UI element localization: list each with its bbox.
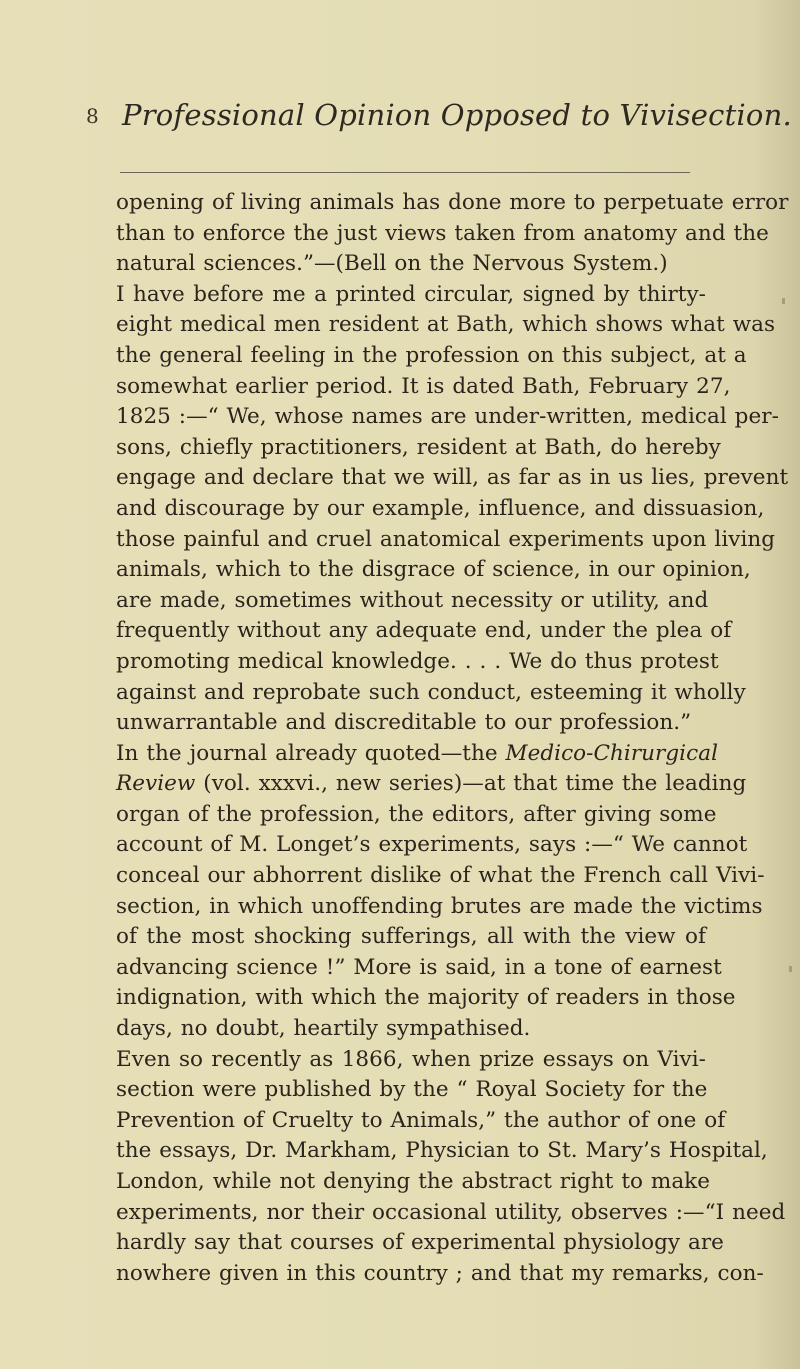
body-text: [116, 188, 789, 1289]
text-line: Even so recently as 1866, when prize essays on Vivi-: [116, 1046, 706, 1072]
text-line: of the most shocking sufferings, all with the view of: [116, 924, 706, 950]
text-line: the essays, Dr. Markham, Physician to St. Mary’s Hospital,: [116, 1138, 768, 1164]
running-title: Professional Opinion Opposed to Vivisection.: [122, 98, 792, 132]
text-line: opening of living animals has done more to perpetuate error: [116, 190, 789, 215]
text-line: animals, which to the disgrace of science, in our opinion,: [116, 557, 751, 583]
text-line: London, while not denying the abstract right to make: [116, 1169, 711, 1194]
text-line: account of M. Longet’s experiments, says :—“ We cannot: [116, 832, 748, 858]
page-speck: [789, 966, 792, 972]
text-line: days, no doubt, heartily sympathised.: [116, 1016, 531, 1042]
text-line: the general feeling in the profession on this subject, at a: [116, 342, 747, 368]
text-line: engage and declare that we will, as far as in us lies, prevent: [116, 465, 789, 491]
text-line: than to enforce the just views taken from anatomy and the: [116, 220, 769, 246]
page-number: 8: [86, 104, 99, 128]
text-line: experiments, nor their occasional utility, observes :—“I need: [116, 1199, 786, 1225]
text-line-segment: (vol. xxxvi., new series)—at that time the leading: [195, 771, 747, 797]
journal-title-italic: Medico-Chirurgical: [505, 740, 718, 766]
journal-title-italic: Review: [116, 771, 196, 797]
text-line: conceal our abhorrent dislike of what the French call Vivi-: [116, 863, 765, 889]
text-line: those painful and cruel anatomical experiments upon living: [116, 526, 776, 552]
text-line: unwarrantable and discreditable to our profession.”: [116, 710, 692, 736]
page-header: [0, 98, 800, 138]
text-line: 1825 :—“ We, whose names are under-written, medical per-: [116, 404, 779, 430]
text-line: hardly say that courses of experimental physiology are: [116, 1230, 724, 1256]
text-line: nowhere given in this country ; and that my remarks, con-: [116, 1260, 764, 1286]
text-line-with-italic: [116, 769, 747, 800]
text-line: indignation, with which the majority of readers in those: [116, 985, 736, 1011]
text-line: section, in which unoffending brutes are made the victims: [116, 893, 763, 919]
text-line: I have before me a printed circular, signed by thirty-: [116, 281, 706, 307]
text-line: section were published by the “ Royal Society for the: [116, 1077, 708, 1103]
text-line: organ of the profession, the editors, after giving some: [116, 801, 717, 827]
text-line-segment: In the journal already quoted—the: [116, 740, 506, 766]
text-line: eight medical men resident at Bath, which shows what was: [116, 312, 776, 338]
text-line: Prevention of Cruelty to Animals,” the author of one of: [116, 1107, 726, 1133]
text-line: and discourage by our example, influence, and dissuasion,: [116, 495, 765, 521]
header-rule: [120, 172, 690, 173]
text-line: sons, chiefly practitioners, resident at Bath, do hereby: [116, 434, 721, 460]
page-speck: [782, 298, 785, 304]
text-line: natural sciences.”—(Bell on the Nervous System.): [116, 251, 668, 277]
text-line: are made, sometimes without necessity or utility, and: [116, 587, 709, 613]
text-line: frequently without any adequate end, under the plea of: [116, 618, 732, 644]
text-line: promoting medical knowledge. . . . We do thus protest: [116, 648, 719, 674]
text-line: against and reprobate such conduct, esteeming it wholly: [116, 679, 746, 705]
text-line-with-italic: [116, 739, 718, 770]
text-line: advancing science !” More is said, in a tone of earnest: [116, 954, 722, 980]
text-line: somewhat earlier period. It is dated Bath, February 27,: [116, 373, 731, 399]
